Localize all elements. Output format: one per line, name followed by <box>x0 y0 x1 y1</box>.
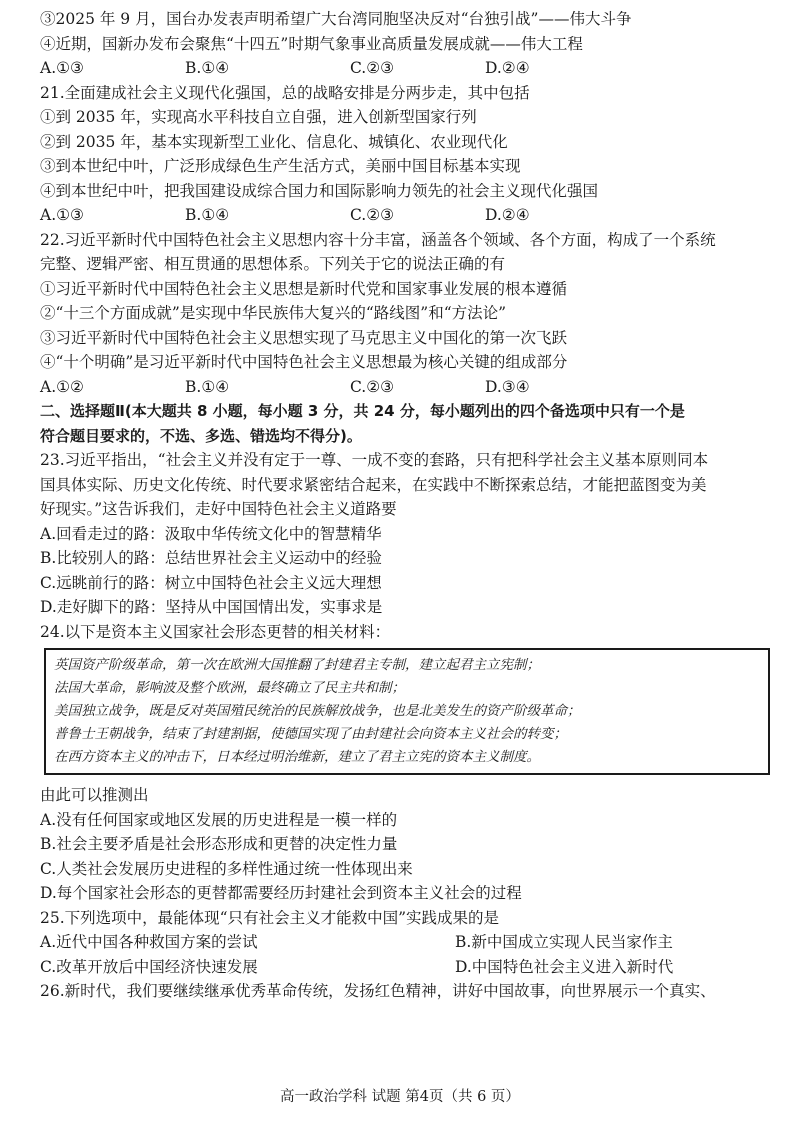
section-heading-line-1: 二、选择题Ⅱ(本大题共 8 小题，每小题 3 分，共 24 分，每小题列出的四个备选项中只有一个是 <box>40 402 685 420</box>
statement-3: ③习近平新时代中国特色社会主义思想实现了马克思主义中国化的第一次飞跃 <box>40 328 568 347</box>
option-b: B.①④ <box>185 59 230 77</box>
material-line-3: 美国独立战争，既是反对英国殖民统治的民族解放战争，也是北美发生的资产阶级革命； <box>54 703 581 719</box>
question-23 <box>40 448 760 620</box>
question-26 <box>40 979 760 1004</box>
options-row <box>40 375 760 400</box>
option-b: B.新中国成立实现人民当家作主 <box>455 933 673 951</box>
option-d: D.②④ <box>485 59 530 77</box>
question-22 <box>40 228 760 400</box>
option-b: B.社会主要矛盾是社会形态形成和更替的决定性力量 <box>40 835 398 853</box>
statement-1: ①习近平新时代中国特色社会主义思想是新时代党和国家事业发展的根本遵循 <box>40 279 568 298</box>
material-line-2: 法国大革命，影响波及整个欧洲，最终确立了民主共和制； <box>54 680 405 696</box>
question-24 <box>40 620 760 906</box>
statement-1: ①到 2035 年，实现高水平科技自立自强，进入创新型国家行列 <box>40 108 477 126</box>
option-a: A.近代中国各种救国方案的尝试 <box>40 933 258 951</box>
question-stem: 25.下列选项中，最能体现“只有社会主义才能救中国”实践成果的是 <box>40 908 500 927</box>
question-stem: 21.全面建成社会主义现代化强国，总的战略安排是分两步走，其中包括 <box>40 83 530 102</box>
option-b: B.比较别人的路：总结世界社会主义运动中的经验 <box>40 549 382 567</box>
option-a: A.没有任何国家或地区发展的历史进程是一模一样的 <box>40 810 398 829</box>
question-stem-line-1: 23.习近平指出，“社会主义并没有定于一尊、一成不变的套路，只有把科学社会主义基本原则同本 <box>40 451 709 469</box>
page-footer: 高一政治学科 试题 第4页（共 6 页） <box>280 1089 520 1105</box>
option-d: D.走好脚下的路：坚持从中国国情出发，实事求是 <box>40 598 383 616</box>
option-c: C.②③ <box>350 377 395 396</box>
option-d: D.每个国家社会形态的更替都需要经历封建社会到资本主义社会的过程 <box>40 884 522 902</box>
question-stem-line-2: 完整、逻辑严密、相互贯通的思想体系。下列关于它的说法正确的有 <box>40 255 506 273</box>
statement-4: ④到本世纪中叶，把我国建设成综合国力和国际影响力领先的社会主义现代化强国 <box>40 181 599 200</box>
question-20-tail <box>40 7 760 81</box>
question-lead: 由此可以推测出 <box>40 786 149 804</box>
options-row <box>40 203 760 228</box>
option-a: A.①③ <box>40 59 84 77</box>
option-a: A.①③ <box>40 206 84 224</box>
material-line-1: 英国资产阶级革命，第一次在欧洲大国推翻了封建君主专制，建立起君主立宪制； <box>54 657 540 673</box>
question-stem-line-1: 22.习近平新时代中国特色社会主义思想内容十分丰富，涵盖各个领域、各个方面，构成了一个系统 <box>40 230 716 249</box>
options-row-2 <box>40 955 760 980</box>
question-25 <box>40 906 760 980</box>
statement-2: ②“十三个方面成就”是实现中华民族伟大复兴的“路线图”和“方法论” <box>40 304 507 322</box>
statement-4: ④近期，国新办发布会聚焦“十四五”时期气象事业高质量发展成就——伟大工程 <box>40 34 583 53</box>
option-c: C.改革开放后中国经济快速发展 <box>40 957 258 976</box>
question-stem-line-3: 好现实。”这告诉我们，走好中国特色社会主义道路要 <box>40 500 397 518</box>
material-line-4: 普鲁士王朝战争，结束了封建割据，使德国实现了由封建社会向资本主义社会的转变； <box>54 726 567 742</box>
question-21 <box>40 81 760 228</box>
option-d: D.中国特色社会主义进入新时代 <box>455 957 674 976</box>
options-row <box>40 56 760 81</box>
options-row-1 <box>40 930 760 955</box>
question-stem: 26.新时代，我们要继续继承优秀革命传统，发扬红色精神，讲好中国故事，向世界展示一个真实、 <box>40 982 716 1000</box>
section-heading-line-2: 符合题目要求的，不选、多选、错选均不得分)。 <box>40 426 362 445</box>
material-box <box>44 648 770 775</box>
section-2-heading <box>40 399 760 448</box>
option-c: C.人类社会发展历史进程的多样性通过统一性体现出来 <box>40 859 413 878</box>
statement-3: ③到本世纪中叶，广泛形成绿色生产生活方式，美丽中国目标基本实现 <box>40 157 521 175</box>
question-stem-line-2: 国具体实际、历史文化传统、时代要求紧密结合起来，在实践中不断探索总结，才能把蓝图变为美 <box>40 475 707 494</box>
option-c: C.②③ <box>350 59 395 77</box>
option-b: B.①④ <box>185 206 230 224</box>
question-stem: 24.以下是资本主义国家社会形态更替的相关材料： <box>40 622 391 641</box>
statement-4: ④“十个明确”是习近平新时代中国特色社会主义思想最为核心关键的组成部分 <box>40 353 568 371</box>
option-d: D.③④ <box>485 377 530 396</box>
statement-2: ②到 2035 年，基本实现新型工业化、信息化、城镇化、农业现代化 <box>40 132 508 151</box>
material-line-5: 在西方资本主义的冲击下，日本经过明治维新，建立了君主立宪的资本主义制度。 <box>54 749 540 765</box>
statement-3: ③2025 年 9 月，国台办发表声明希望广大台湾同胞坚决反对“台独引战”——伟大斗争 <box>40 10 632 28</box>
option-b: B.①④ <box>185 377 230 396</box>
option-d: D.②④ <box>485 206 530 224</box>
option-c: C.②③ <box>350 206 395 224</box>
option-a: A.①② <box>40 377 84 396</box>
option-a: A.回看走过的路：汲取中华传统文化中的智慧精华 <box>40 524 382 543</box>
option-c: C.远眺前行的路：树立中国特色社会主义远大理想 <box>40 573 382 592</box>
